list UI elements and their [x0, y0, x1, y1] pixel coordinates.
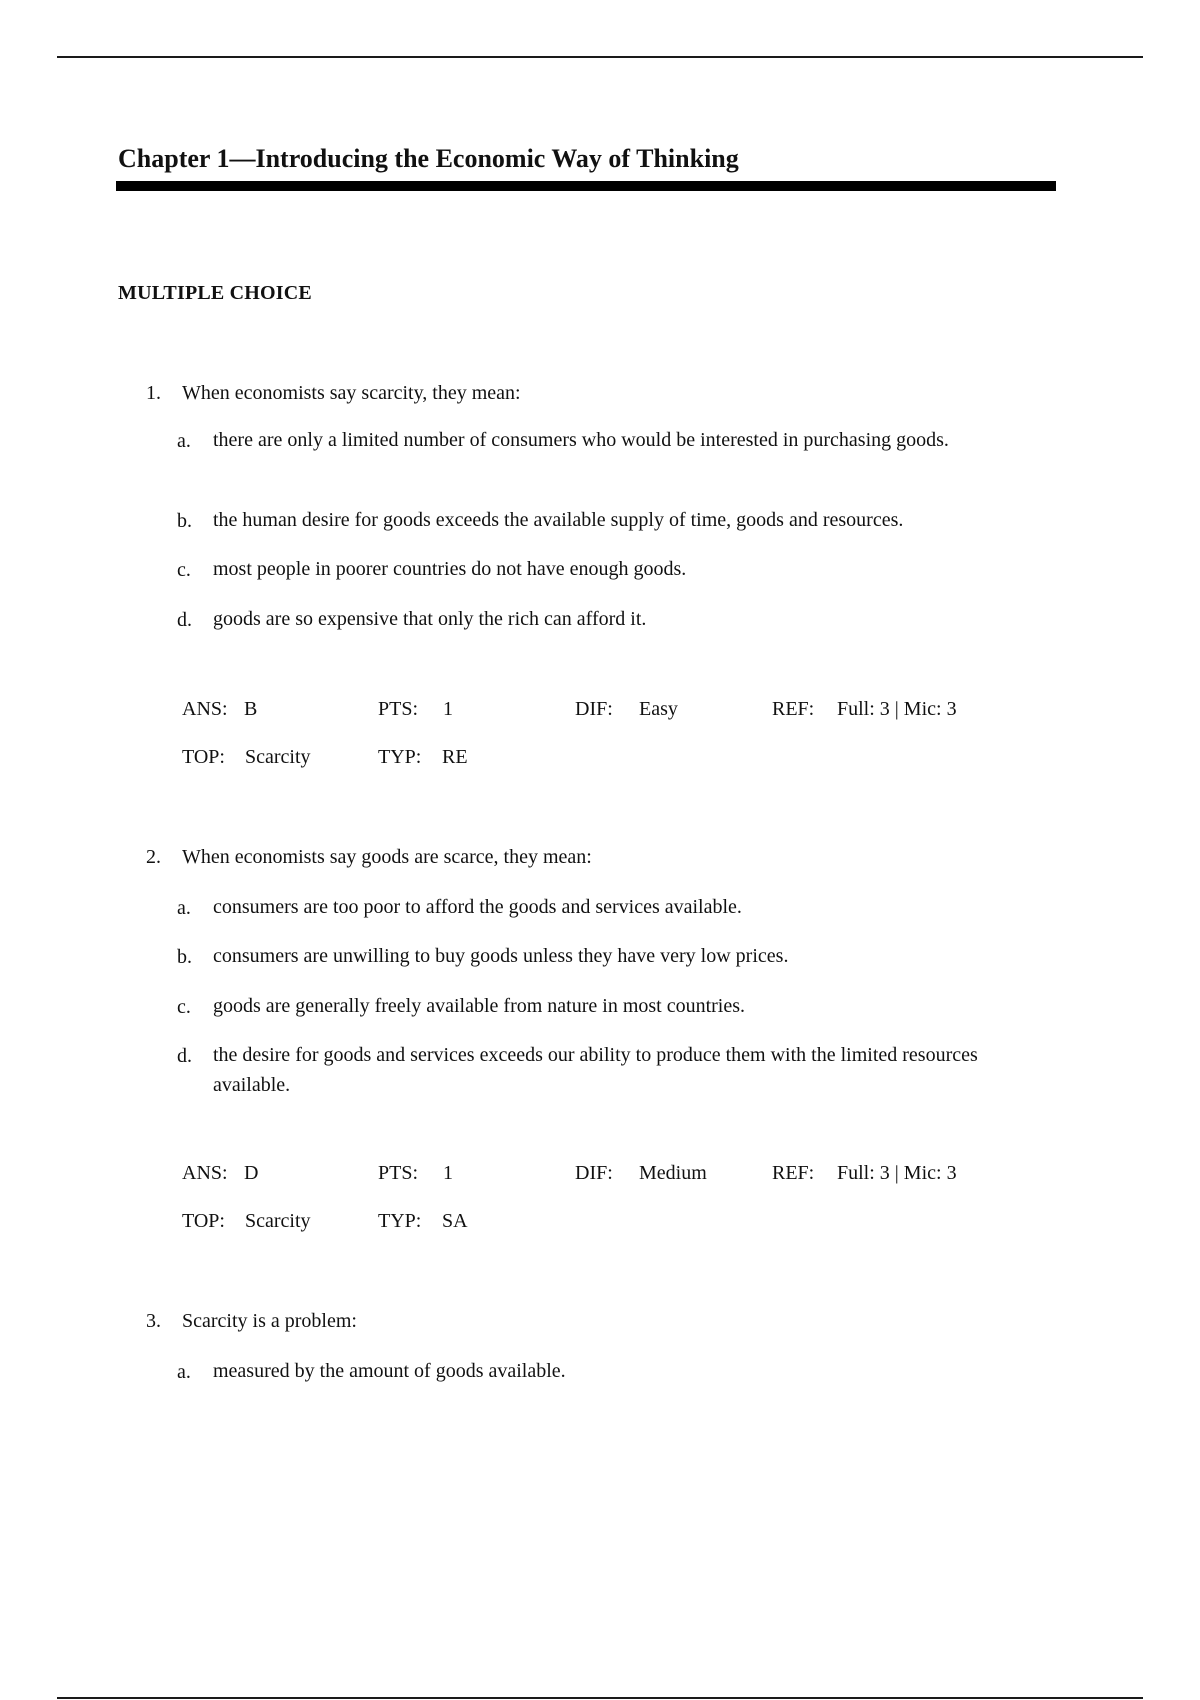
- points-value: 1: [443, 698, 453, 720]
- reference-value: Full: 3 | Mic: 3: [837, 1162, 957, 1184]
- topic-label: TOP:: [182, 1210, 225, 1232]
- question-number: 1.: [146, 382, 161, 404]
- choice-text: consumers are too poor to afford the goods and services available.: [213, 896, 742, 918]
- choice-letter: d.: [177, 609, 192, 631]
- answer-label: ANS:: [182, 698, 228, 720]
- question-text: Scarcity is a problem:: [182, 1310, 357, 1332]
- topic-value: Scarcity: [245, 1210, 311, 1232]
- topic-value: Scarcity: [245, 746, 311, 768]
- choice-text: measured by the amount of goods available.: [213, 1360, 566, 1382]
- chapter-title: Chapter 1—Introducing the Economic Way of Thinking: [118, 144, 739, 173]
- question-text: When economists say goods are scarce, they mean:: [182, 846, 592, 868]
- choice-text: consumers are unwilling to buy goods unless they have very low prices.: [213, 945, 789, 967]
- choice-letter: a.: [177, 430, 191, 452]
- question-text: When economists say scarcity, they mean:: [182, 382, 521, 404]
- difficulty-label: DIF:: [575, 1162, 613, 1184]
- choice-letter: b.: [177, 510, 192, 532]
- difficulty-label: DIF:: [575, 698, 613, 720]
- type-value: SA: [442, 1210, 468, 1232]
- choice-letter: b.: [177, 946, 192, 968]
- page-top-rule: [57, 56, 1143, 58]
- points-label: PTS:: [378, 698, 419, 720]
- reference-label: REF:: [772, 698, 815, 720]
- type-label: TYP:: [378, 746, 422, 768]
- difficulty-value: Easy: [639, 698, 678, 720]
- choice-letter: d.: [177, 1045, 192, 1067]
- answer-label: ANS:: [182, 1162, 228, 1184]
- topic-label: TOP:: [182, 746, 225, 768]
- points-label: PTS:: [378, 1162, 419, 1184]
- choice-text: most people in poorer countries do not have enough goods.: [213, 558, 687, 580]
- page-bottom-rule: [57, 1697, 1143, 1699]
- choice-letter: c.: [177, 996, 191, 1018]
- question-number: 3.: [146, 1310, 161, 1332]
- choice-letter: c.: [177, 559, 191, 581]
- type-value: RE: [442, 746, 468, 768]
- reference-label: REF:: [772, 1162, 815, 1184]
- type-label: TYP:: [378, 1210, 422, 1232]
- points-value: 1: [443, 1162, 453, 1184]
- section-heading: MULTIPLE CHOICE: [118, 282, 312, 304]
- question-number: 2.: [146, 846, 161, 868]
- difficulty-value: Medium: [639, 1162, 707, 1184]
- answer-value: D: [244, 1162, 259, 1184]
- chapter-title-underline: [116, 181, 1056, 191]
- choice-text: the human desire for goods exceeds the available supply of time, goods and resources.: [213, 509, 904, 531]
- choice-text: the desire for goods and services exceeds our ability to produce them with the limited resources available.: [213, 1044, 978, 1096]
- reference-value: Full: 3 | Mic: 3: [837, 698, 957, 720]
- answer-value: B: [244, 698, 258, 720]
- choice-text: goods are so expensive that only the rich can afford it.: [213, 608, 647, 630]
- choice-text: goods are generally freely available from nature in most countries.: [213, 995, 746, 1017]
- choice-letter: a.: [177, 1361, 191, 1383]
- choice-text: there are only a limited number of consumers who would be interested in purchasing goods.: [213, 429, 949, 451]
- choice-letter: a.: [177, 897, 191, 919]
